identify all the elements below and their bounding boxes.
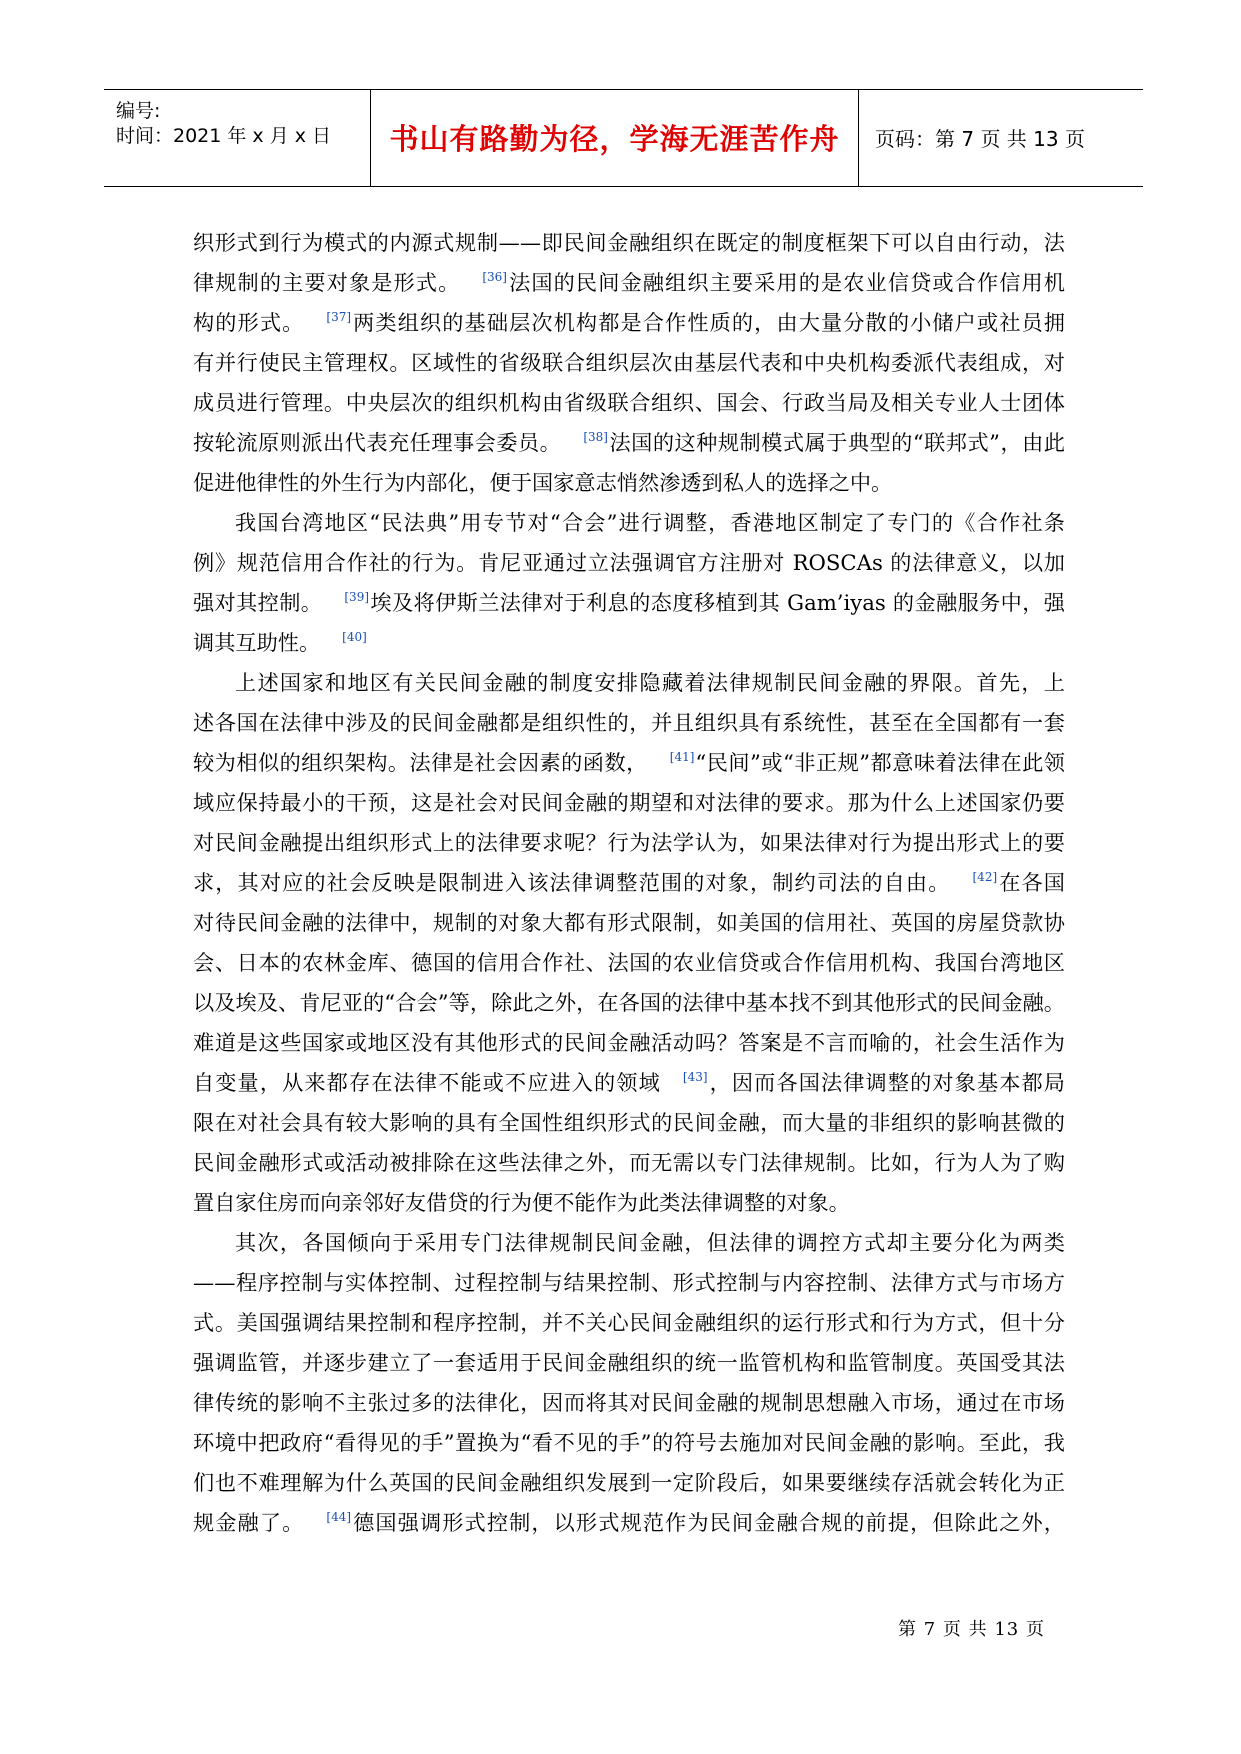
citation-link[interactable]: [36] xyxy=(482,270,507,284)
citation-link[interactable]: [40] xyxy=(342,630,367,644)
text-run: ，因而各国法律调整的对象基本都局 xyxy=(708,1070,1065,1095)
text-line: 环境中把政府“看得见的手”置换为“看不见的手”的符号去施加对民间金融的影响。至此，我 xyxy=(193,1430,1065,1455)
text-line xyxy=(193,263,1065,303)
text-line: 们也不难理解为什么英国的民间金融组织发展到一定阶段后，如果要继续存活就会转化为正 xyxy=(193,1470,1065,1495)
text-line xyxy=(193,623,1065,663)
paragraph-3 xyxy=(193,663,1065,1223)
header-motto-cell xyxy=(370,90,859,186)
text-line xyxy=(193,1063,1065,1103)
citation-link[interactable]: [39] xyxy=(344,590,370,604)
text-line: 述各国在法律中涉及的民间金融都是组织性的，并且组织具有系统性，甚至在全国都有一套 xyxy=(193,710,1065,735)
text-run: 在各国 xyxy=(998,870,1065,895)
text-line: 难道是这些国家或地区没有其他形式的民间金融活动吗？答案是不言而喻的，社会生活作为 xyxy=(193,1030,1065,1055)
header-page-code: 页码：第 7 页 共 13 页 xyxy=(875,127,1085,151)
header-motto: 书山有路勤为径，学海无涯苦作舟 xyxy=(389,122,840,156)
text-line: ——程序控制与实体控制、过程控制与结果控制、形式控制与内容控制、法律方式与市场方 xyxy=(193,1270,1065,1295)
text-line: 律传统的影响不主张过多的法律化，因而将其对民间金融的规制思想融入市场，通过在市场 xyxy=(193,1390,1065,1415)
text-line xyxy=(193,583,1065,623)
text-line: 以及埃及、肯尼亚的“合会”等，除此之外，在各国的法律中基本找不到其他形式的民间金融。 xyxy=(193,990,1065,1015)
text-run: 规金融了。 xyxy=(193,1510,305,1535)
citation-link[interactable]: [42] xyxy=(972,870,998,884)
text-run: 求，其对应的社会反映是限制进入该法律调整范围的对象，制约司法的自由。 xyxy=(193,870,951,895)
text-line: 促进他律性的外生行为内部化，便于国家意志悄然渗透到私人的选择之中。 xyxy=(193,470,893,495)
text-run: 埃及将伊斯兰法律对于利息的态度移植到其 Gam’iyas 的金融服务中，强 xyxy=(370,590,1065,615)
text-line: 民间金融形式或活动被排除在这些法律之外，而无需以专门法律规制。比如，行为人为了购 xyxy=(193,1150,1065,1175)
text-line: 置自家住房而向亲邻好友借贷的行为便不能作为此类法律调整的对象。 xyxy=(193,1190,850,1215)
text-line xyxy=(193,1503,1065,1543)
text-line: 强调监管，并逐步建立了一套适用于民间金融组织的统一监管机构和监管制度。英国受其法 xyxy=(193,1350,1065,1375)
document-body xyxy=(193,223,1065,1543)
text-run: 强对其控制。 xyxy=(193,590,323,615)
text-line: 对待民间金融的法律中，规制的对象大都有形式限制，如美国的信用社、英国的房屋贷款协 xyxy=(193,910,1065,935)
paragraph-2 xyxy=(193,503,1065,663)
paragraph-4 xyxy=(193,1223,1065,1543)
text-line: 成员进行管理。中央层次的组织机构由省级联合组织、国会、行政当局及相关专业人士团体 xyxy=(193,390,1065,415)
text-run: 构的形式。 xyxy=(193,310,305,335)
text-line: 我国台湾地区“民法典”用专节对“合会”进行调整，香港地区制定了专门的《合作社条 xyxy=(235,510,1065,535)
text-line: 有并行使民主管理权。区域性的省级联合组织层次由基层代表和中央机构委派代表组成，对 xyxy=(193,350,1065,375)
text-line: 其次，各国倾向于采用专门法律规制民间金融，但法律的调控方式却主要分化为两类 xyxy=(235,1230,1065,1255)
text-line xyxy=(193,863,1065,903)
text-run: 自变量，从来都存在法律不能或不应进入的领域 xyxy=(193,1070,661,1095)
text-run: 调其互助性。 xyxy=(193,630,321,655)
document-header xyxy=(104,89,1143,187)
text-run: 律规制的主要对象是形式。 xyxy=(193,270,461,295)
citation-link[interactable]: [41] xyxy=(669,750,695,764)
text-run: 两类组织的基础层次机构都是合作性质的，由大量分散的小储户或社员拥 xyxy=(352,310,1065,335)
text-run: 法国的民间金融组织主要采用的是农业信贷或合作信用机 xyxy=(508,270,1065,295)
text-run: “民间”或“非正规”都意味着法律在此领 xyxy=(695,750,1065,775)
citation-link[interactable]: [43] xyxy=(682,1070,708,1084)
header-page-cell xyxy=(858,90,1143,186)
citation-link[interactable]: [44] xyxy=(326,1510,352,1524)
page-footer: 第 7 页 共 13 页 xyxy=(898,1619,1045,1640)
document-time-label: 时间：2021 年 x 月 x 日 xyxy=(116,125,332,147)
text-line xyxy=(193,303,1065,343)
text-line: 织形式到行为模式的内源式规制——即民间金融组织在既定的制度框架下可以自由行动，法 xyxy=(193,230,1065,255)
text-line: 式。美国强调结果控制和程序控制，并不关心民间金融组织的运行形式和行为方式，但十分 xyxy=(193,1310,1065,1335)
text-line xyxy=(193,423,1065,463)
text-line: 例》规范信用合作社的行为。肯尼亚通过立法强调官方注册对 ROSCAs 的法律意义，以加 xyxy=(193,550,1065,575)
text-run: 德国强调形式控制，以形式规范作为民间金融合规的前提，但除此之外， xyxy=(352,1510,1065,1535)
text-line xyxy=(193,743,1065,783)
text-run: 按轮流原则派出代表充任理事会委员。 xyxy=(193,430,562,455)
text-run: 法国的这种规制模式属于典型的“联邦式”，由此 xyxy=(609,430,1065,455)
paragraph-1 xyxy=(193,223,1065,503)
citation-link[interactable]: [38] xyxy=(583,430,608,444)
text-line: 对民间金融提出组织形式上的法律要求呢？行为法学认为，如果法律对行为提出形式上的要 xyxy=(193,830,1065,855)
text-line: 上述国家和地区有关民间金融的制度安排隐藏着法律规制民间金融的界限。首先，上 xyxy=(235,670,1065,695)
header-meta-cell xyxy=(104,90,370,186)
text-line: 限在对社会具有较大影响的具有全国性组织形式的民间金融，而大量的非组织的影响甚微的 xyxy=(193,1110,1065,1135)
document-number-label: 编号: xyxy=(116,100,161,122)
citation-link[interactable]: [37] xyxy=(326,310,352,324)
text-run: 较为相似的组织架构。法律是社会因素的函数， xyxy=(193,750,648,775)
text-line: 域应保持最小的干预，这是社会对民间金融的期望和对法律的要求。那为什么上述国家仍要 xyxy=(193,790,1065,815)
text-line: 会、日本的农林金库、德国的信用合作社、法国的农业信贷或合作信用机构、我国台湾地区 xyxy=(193,950,1065,975)
